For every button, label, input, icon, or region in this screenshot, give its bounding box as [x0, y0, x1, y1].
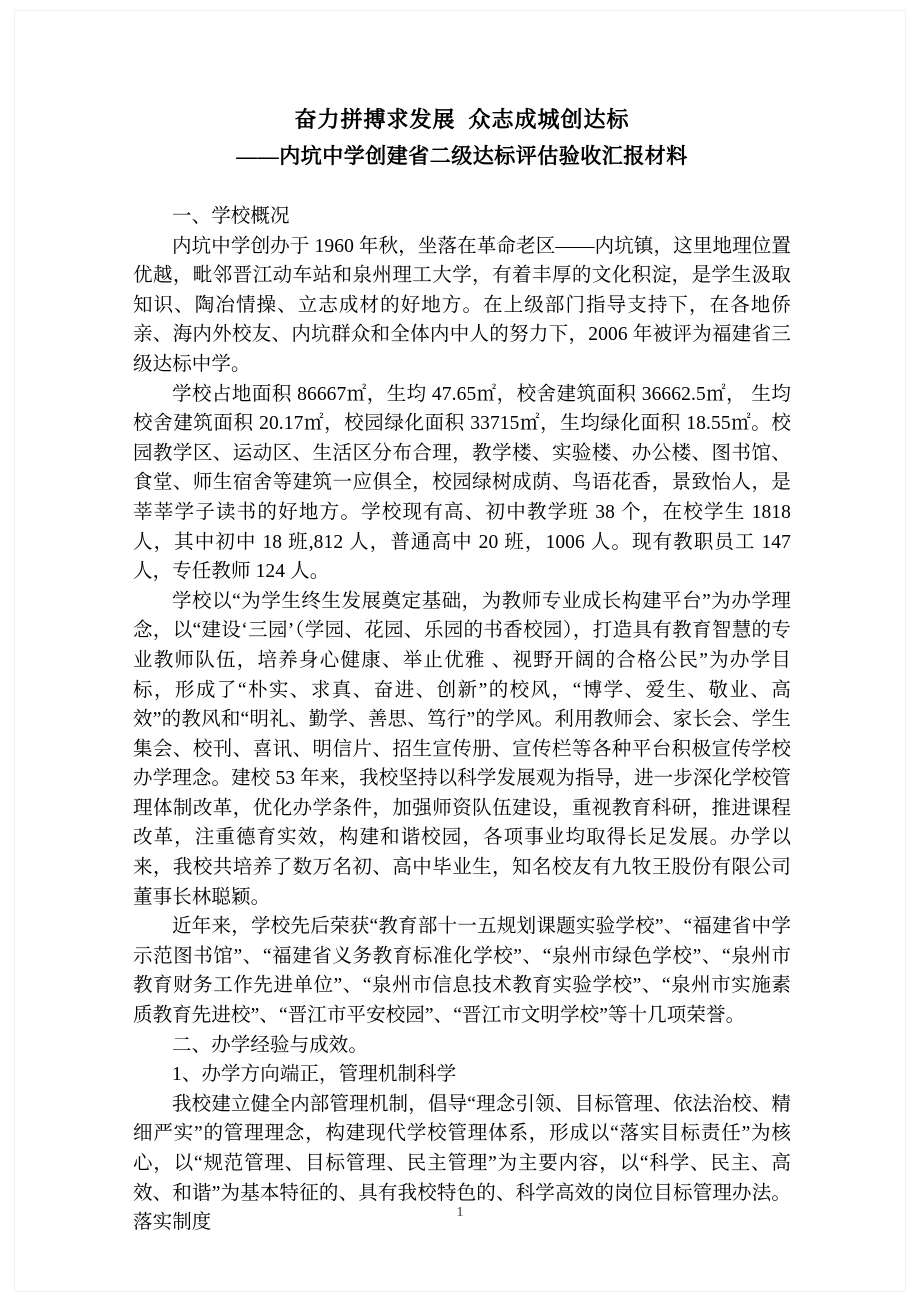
section-heading-experience-results: 二、办学经验与成效。 [172, 1034, 369, 1056]
paragraph-school-philosophy: 学校以“为学生终生发展奠定基础，为教师专业成长构建平台”为办学理念，以“建设‘三园’（学园、花园、乐园的书香校园），打造具有教育智慧的专业教师队伍，培养身心健康、举止优雅 、视野开阔的合格公民”为办学目标，形成了“朴实、求真、奋进、创新”的校风，“博学、爱生、敬业、高效”的教风和“明礼、勤学、善思、笃行”的学风。利用教师会、家长会、学生集会、校刊、喜讯、明信片、招生宣传册、宣传栏等各种平台积极宣传学校办学理念。建校 53 年来，我校坚持以科学发展观为指导，进一步深化学校管理体制改革，优化办学条件，加强师资队伍建设，重视教育科研，推进课程改革，注重德育实效，构建和谐校园，各项事业均取得长足发展。办学以来，我校共培养了数万名初、高中毕业生，知名校友有九牧王股份有限公司董事长林聪颖。 [133, 590, 791, 908]
paragraph-school-honors: 近年来，学校先后荣获“教育部十一五规划课题实验学校”、“福建省中学示范图书馆”、“福建省义务教育标准化学校”、“泉州市绿色学校”、“泉州市教育财务工作先进单位”、“泉州市信息技术教育实验学校”、“泉州市实施素质教育先进校”、“晋江市平安校园”、“晋江市文明学校”等十几项荣誉。 [133, 916, 791, 1027]
page-title: 奋力拼搏求发展 众志成城创达标 [294, 107, 630, 132]
page-number: 1 [456, 1205, 464, 1220]
paragraph-management-mechanism: 我校建立健全内部管理机制，倡导“理念引领、目标管理、依法治校、精细严实”的管理理念，构建现代学校管理体系，形成以“落实目标责任”为核心，以“规范管理、目标管理、民主管理”为主要内容，以“科学、民主、高效、和谐”为基本特征的、具有我校特色的、科学高效的岗位目标管理办法。落实制度 [133, 1093, 791, 1234]
paragraph-school-overview: 内坑中学创办于 1960 年秋，坐落在革命老区——内坑镇，这里地理位置优越，毗邻晋江动车站和泉州理工大学，有着丰厚的文化积淀，是学生汲取知识、陶冶情操、立志成材的好地方。在上级部门指导支持下，在各地侨亲、海内外校友、内坑群众和全体内中人的努力下，2006 年被评为福建省三级达标中学。 [133, 235, 791, 375]
document-body [133, 202, 791, 1238]
paragraph-campus-statistics: 学校占地面积 86667㎡，生均 47.65㎡，校舍建筑面积 36662.5㎡， 生均校舍建筑面积 20.17㎡，校园绿化面积 33715㎡，生均绿化面积 18.55㎡。校园教学区、运动区、生活区分布合理，教学楼、实验楼、办公楼、图书馆、食堂、师生宿舍等建筑一应俱全，校园绿树成荫、鸟语花香，景致怡人，是莘莘学子读书的好地方。学校现有高、初中教学班 38 个，在校学生 1818 人，其中初中 18 班,812 人，普通高中 20 班，1006 人。现有教职员工 147 人，专任教师 124 人。 [133, 383, 791, 583]
title-block [133, 0, 791, 172]
section-heading-management-mechanism: 1、办学方向端正，管理机制科学 [172, 1064, 457, 1086]
document-content [133, 0, 791, 1238]
page-subtitle: ——内坑中学创建省二级达标评估验收汇报材料 [236, 144, 688, 168]
section-heading-school-overview: 一、学校概况 [172, 206, 290, 227]
